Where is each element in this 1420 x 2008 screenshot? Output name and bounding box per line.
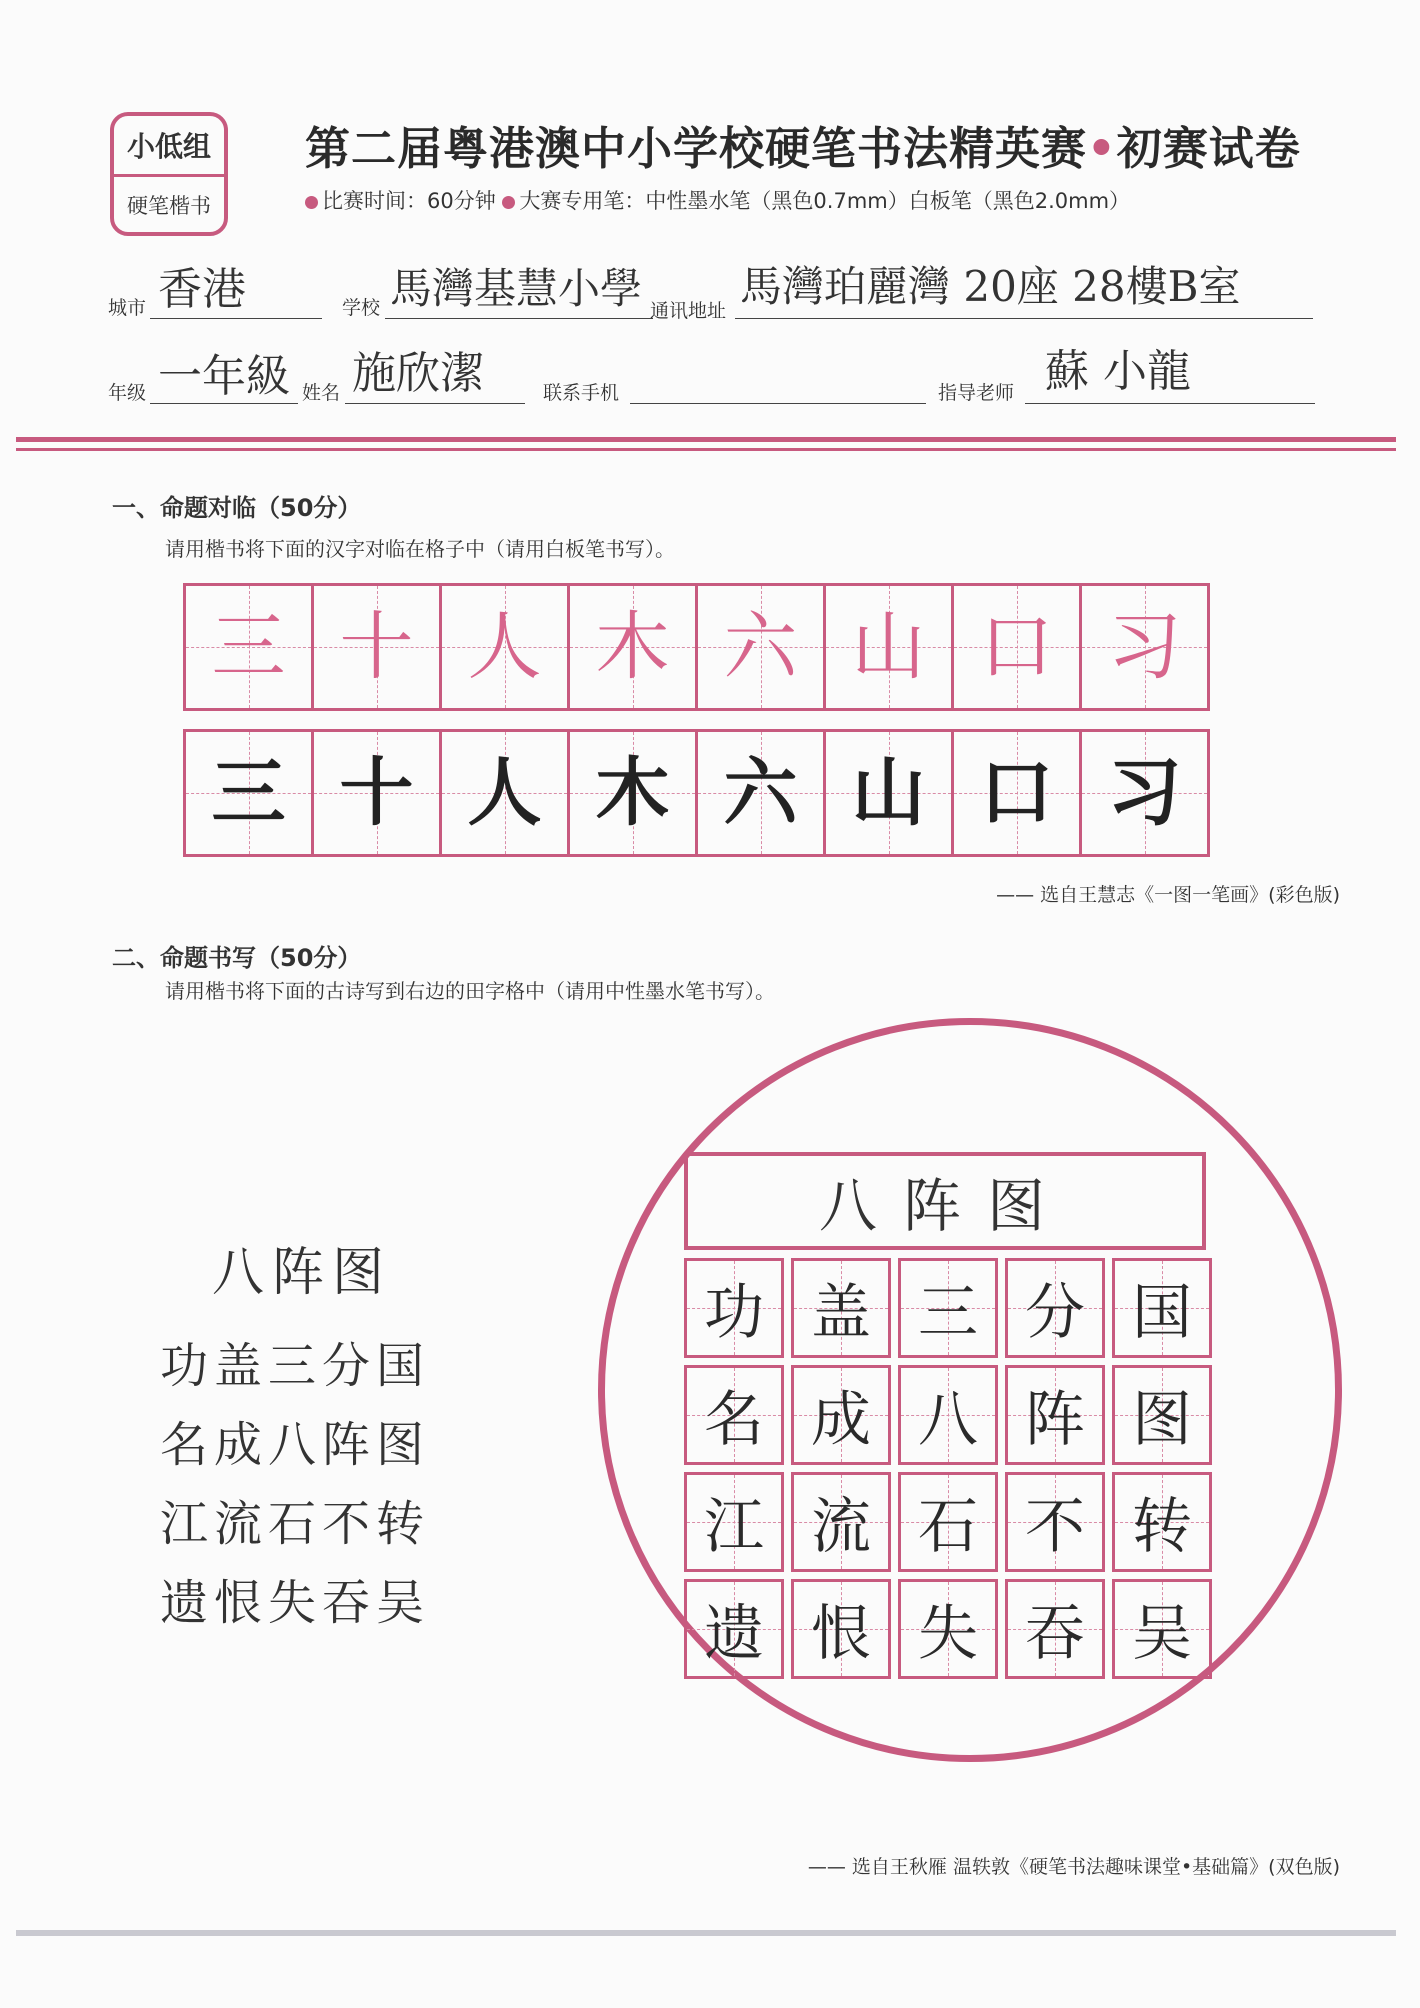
poem-title: 八阵图 [212, 1243, 393, 1303]
badge-group-label: 小低组 [114, 116, 224, 177]
name-field[interactable]: 施欣潔 [352, 348, 484, 399]
grade-line [150, 403, 298, 404]
poem-char-cell[interactable]: 功 [684, 1258, 784, 1358]
copy-char-cell[interactable]: 六 [698, 729, 826, 857]
section2-instructions: 请用楷书将下面的古诗写到右边的田字格中（请用中性墨水笔书写）。 [165, 979, 775, 1003]
poem-char-cell[interactable]: 国 [1112, 1258, 1212, 1358]
phone-line [630, 403, 926, 404]
city-label: 城市 [108, 297, 147, 319]
bullet-dot-icon [502, 196, 515, 209]
copy-char-cell[interactable]: 三 [186, 729, 314, 857]
section1-instructions: 请用楷书将下面的汉字对临在格子中（请用白板笔书写）。 [165, 537, 675, 561]
poem-char-cell[interactable]: 名 [684, 1365, 784, 1465]
section2-source: —— 选自王秋雁 温轶敦《硬笔书法趣味课堂•基础篇》(双色版) [807, 1856, 1340, 1878]
poem-char-cell[interactable]: 分 [1005, 1258, 1105, 1358]
model-char-cell: 人 [442, 583, 570, 711]
name-label: 姓名 [302, 382, 341, 404]
teacher-label: 指导老师 [938, 382, 1015, 404]
name-line [345, 403, 525, 404]
model-char-cell: 习 [1082, 583, 1210, 711]
poem-char-cell[interactable]: 江 [684, 1472, 784, 1572]
poem-char-cell[interactable]: 吴 [1112, 1579, 1212, 1679]
poem-char-cell[interactable]: 成 [791, 1365, 891, 1465]
copy-char-cell[interactable]: 木 [570, 729, 698, 857]
header-divider-thin [16, 448, 1396, 451]
title-main: 第二届粤港澳中小学校硬笔书法精英赛 [305, 122, 1088, 175]
city-field[interactable]: 香港 [158, 264, 246, 315]
poem-char-cell[interactable]: 吞 [1005, 1579, 1105, 1679]
copy-char-cell[interactable]: 习 [1082, 729, 1210, 857]
model-char-row [183, 583, 1210, 711]
section2-title: 二、命题书写（50分） [112, 944, 362, 972]
footer-divider [16, 1930, 1396, 1936]
teacher-line [1025, 403, 1315, 404]
address-field[interactable]: 馬灣珀麗灣 20座 28樓B室 [740, 262, 1241, 311]
school-label: 学校 [342, 297, 381, 319]
city-line [150, 318, 322, 319]
poem-line: 江流石不转 [160, 1496, 431, 1552]
written-poem-title[interactable]: 八阵图 [684, 1152, 1206, 1250]
title-end: 初赛试卷 [1116, 122, 1301, 175]
poem-char-cell[interactable]: 石 [898, 1472, 998, 1572]
copy-char-cell[interactable]: 口 [954, 729, 1082, 857]
poem-char-cell[interactable]: 阵 [1005, 1365, 1105, 1465]
poem-line: 遗恨失吞吴 [160, 1575, 431, 1631]
model-char-cell: 六 [698, 583, 826, 711]
school-line [385, 318, 653, 319]
title-dot: • [1087, 122, 1117, 175]
model-char-cell: 木 [570, 583, 698, 711]
poem-char-cell[interactable]: 图 [1112, 1365, 1212, 1465]
poem-char-cell[interactable]: 不 [1005, 1472, 1105, 1572]
poem-char-cell[interactable]: 八 [898, 1365, 998, 1465]
section1-source: —— 选自王慧志《一图一笔画》(彩色版) [996, 884, 1340, 906]
poem-char-cell[interactable]: 遗 [684, 1579, 784, 1679]
address-line [735, 318, 1313, 319]
model-char-cell: 三 [186, 583, 314, 711]
teacher-field[interactable]: 蘇 小龍 [1045, 346, 1191, 397]
poem-char-cell[interactable]: 失 [898, 1579, 998, 1679]
copy-char-row [183, 729, 1210, 857]
grade-label: 年级 [108, 382, 147, 404]
poem-char-cell[interactable]: 流 [791, 1472, 891, 1572]
exam-pens: 大赛专用笔：中性墨水笔（黑色0.7mm）白板笔（黑色2.0mm） [519, 189, 1131, 213]
exam-rules [305, 185, 1130, 215]
badge-style-label: 硬笔楷书 [127, 194, 211, 218]
bullet-dot-icon [305, 196, 318, 209]
section1-title: 一、命题对临（50分） [112, 494, 362, 522]
address-label: 通讯地址 [650, 300, 727, 322]
exam-time: 比赛时间：60分钟 [322, 189, 496, 213]
poem-line: 名成八阵图 [160, 1417, 431, 1473]
header-divider-thick [16, 437, 1396, 442]
phone-label: 联系手机 [543, 382, 620, 404]
poem-char-cell[interactable]: 恨 [791, 1579, 891, 1679]
poem-text [160, 1230, 480, 1643]
model-char-cell: 山 [826, 583, 954, 711]
model-char-cell: 十 [314, 583, 442, 711]
poem-char-cell[interactable]: 盖 [791, 1258, 891, 1358]
poem-char-cell[interactable]: 三 [898, 1258, 998, 1358]
page-title [305, 112, 1301, 177]
poem-writing-grid [684, 1258, 1212, 1679]
grade-field[interactable]: 一年級 [158, 351, 290, 402]
model-char-cell: 口 [954, 583, 1082, 711]
group-badge [110, 112, 228, 236]
poem-line: 功盖三分国 [160, 1338, 431, 1394]
school-field[interactable]: 馬灣基慧小學 [390, 264, 643, 313]
copy-char-cell[interactable]: 十 [314, 729, 442, 857]
copy-char-cell[interactable]: 人 [442, 729, 570, 857]
poem-char-cell[interactable]: 转 [1112, 1472, 1212, 1572]
copy-char-cell[interactable]: 山 [826, 729, 954, 857]
